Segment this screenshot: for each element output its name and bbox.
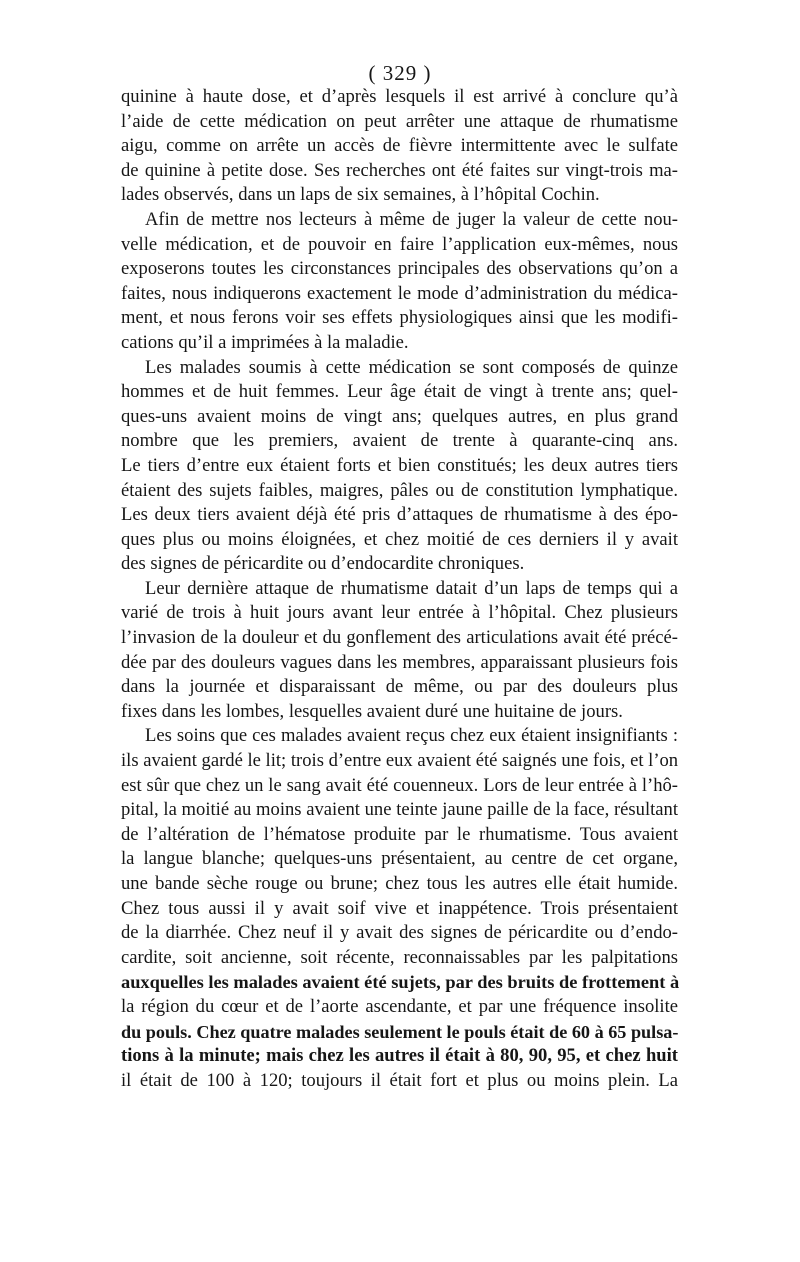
text-line: l’aide de cette médication on peut arrêter une attaque de rhumatisme [121,110,678,132]
text-line: dée par des douleurs vagues dans les membres, apparaissant plusieurs fois [121,651,678,673]
text-line: velle médication, et de pouvoir en faire l’application eux-mêmes, nous [121,233,678,255]
text-line: l’invasion de la douleur et du gonflement des articulations avait été précé- [121,627,678,649]
text-line: Les malades soumis à cette médication se sont composés de quinze [145,356,678,378]
text-line: étaient des sujets faibles, maigres, pâles ou de constitution lymphatique. [121,479,678,501]
text-line: auxquelles les malades avaient été sujets, par des bruits de frottement à [121,972,680,993]
text-line: Les soins que ces malades avaient reçus chez eux étaient insignifiants : [145,725,678,747]
text-line: nombre que les premiers, avaient de trente à quarante-cinq ans. [121,430,678,452]
text-line: est sûr que chez un le sang avait été couenneux. Lors de leur entrée à l’hô- [121,774,678,796]
text-line: cardite, soit ancienne, soit récente, reconnaissables par les palpitations [121,946,678,968]
text-line: dans la journée et disparaissant de même, ou par des douleurs plus [121,676,678,698]
text-line: varié de trois à huit jours avant leur entrée à l’hôpital. Chez plusieurs [121,602,678,624]
text-line: Leur dernière attaque de rhumatisme datait d’un laps de temps qui a [145,577,678,599]
text-line: cations qu’il a imprimées à la maladie. [121,331,409,353]
text-line: quinine à haute dose, et d’après lesquels il est arrivé à conclure qu’à [121,86,678,107]
text-line: Les deux tiers avaient déjà été pris d’attaques de rhumatisme à des épo- [121,504,678,526]
text-line: ils avaient gardé le lit; trois d’entre eux avaient été saignés une fois, et l’on [121,750,679,772]
text-line: du pouls. Chez quatre malades seulement le pouls était de 60 à 65 pulsa- [121,1021,679,1042]
text-line: Afin de mettre nos lecteurs à même de juger la valeur de cette nou- [145,208,678,230]
text-line: de quinine à petite dose. Ses recherches ont été faites sur vingt-trois ma- [121,159,678,181]
text-line: Chez tous aussi il y avait soif vive et inappétence. Trois présentaient [121,897,678,919]
text-line: lades observés, dans un laps de six semaines, à l’hôpital Cochin. [121,184,600,206]
text-line: pital, la moitié au moins avaient une teinte jaune paille de la face, résultant [121,799,678,821]
text-line: ment, et nous ferons voir ses effets physiologiques ainsi que les modifi- [121,307,678,329]
text-line: tions à la minute; mais chez les autres il était à 80, 90, 95, et chez huit [121,1045,678,1067]
page-number: ( 329 ) [368,61,432,85]
text-line: exposerons toutes les circonstances principales des observations qu’on a [121,258,678,280]
text-line: hommes et de huit femmes. Leur âge était de vingt à trente ans; quel- [121,381,678,403]
text-line: la langue blanche; quelques-uns présentaient, au centre de cet organe, [121,848,678,870]
text-line: la région du cœur et de l’aorte ascendante, et par une fréquence insolite [121,995,678,1017]
text-line: faites, nous indiquerons exactement le mode d’administration du médica- [121,282,678,304]
text-line: ques plus ou moins éloignées, et chez moitié de ces derniers il y avait [121,528,678,550]
text-line: une bande sèche rouge ou brune; chez tous les autres elle était humide. [121,873,678,894]
text-line: des signes de péricardite ou d’endocardite chroniques. [121,553,525,575]
body-text [121,85,678,1093]
text-line: Le tiers d’entre eux étaient forts et bien constitués; les deux autres tiers [121,454,678,476]
text-line: ques-uns avaient moins de vingt ans; quelques autres, en plus grand [121,405,678,427]
text-line: de l’altération de l’hématose produite par le rhumatisme. Tous avaient [121,823,678,845]
text-line: il était de 100 à 120; toujours il était fort et plus ou moins plein. La [121,1069,678,1091]
text-line: de la diarrhée. Chez neuf il y avait des signes de péricardite ou d’endo- [121,922,678,944]
text-line: fixes dans les lombes, lesquelles avaient duré une huitaine de jours. [121,700,623,722]
text-line: aigu, comme on arrête un accès de fièvre intermittente avec le sulfate [121,135,678,157]
